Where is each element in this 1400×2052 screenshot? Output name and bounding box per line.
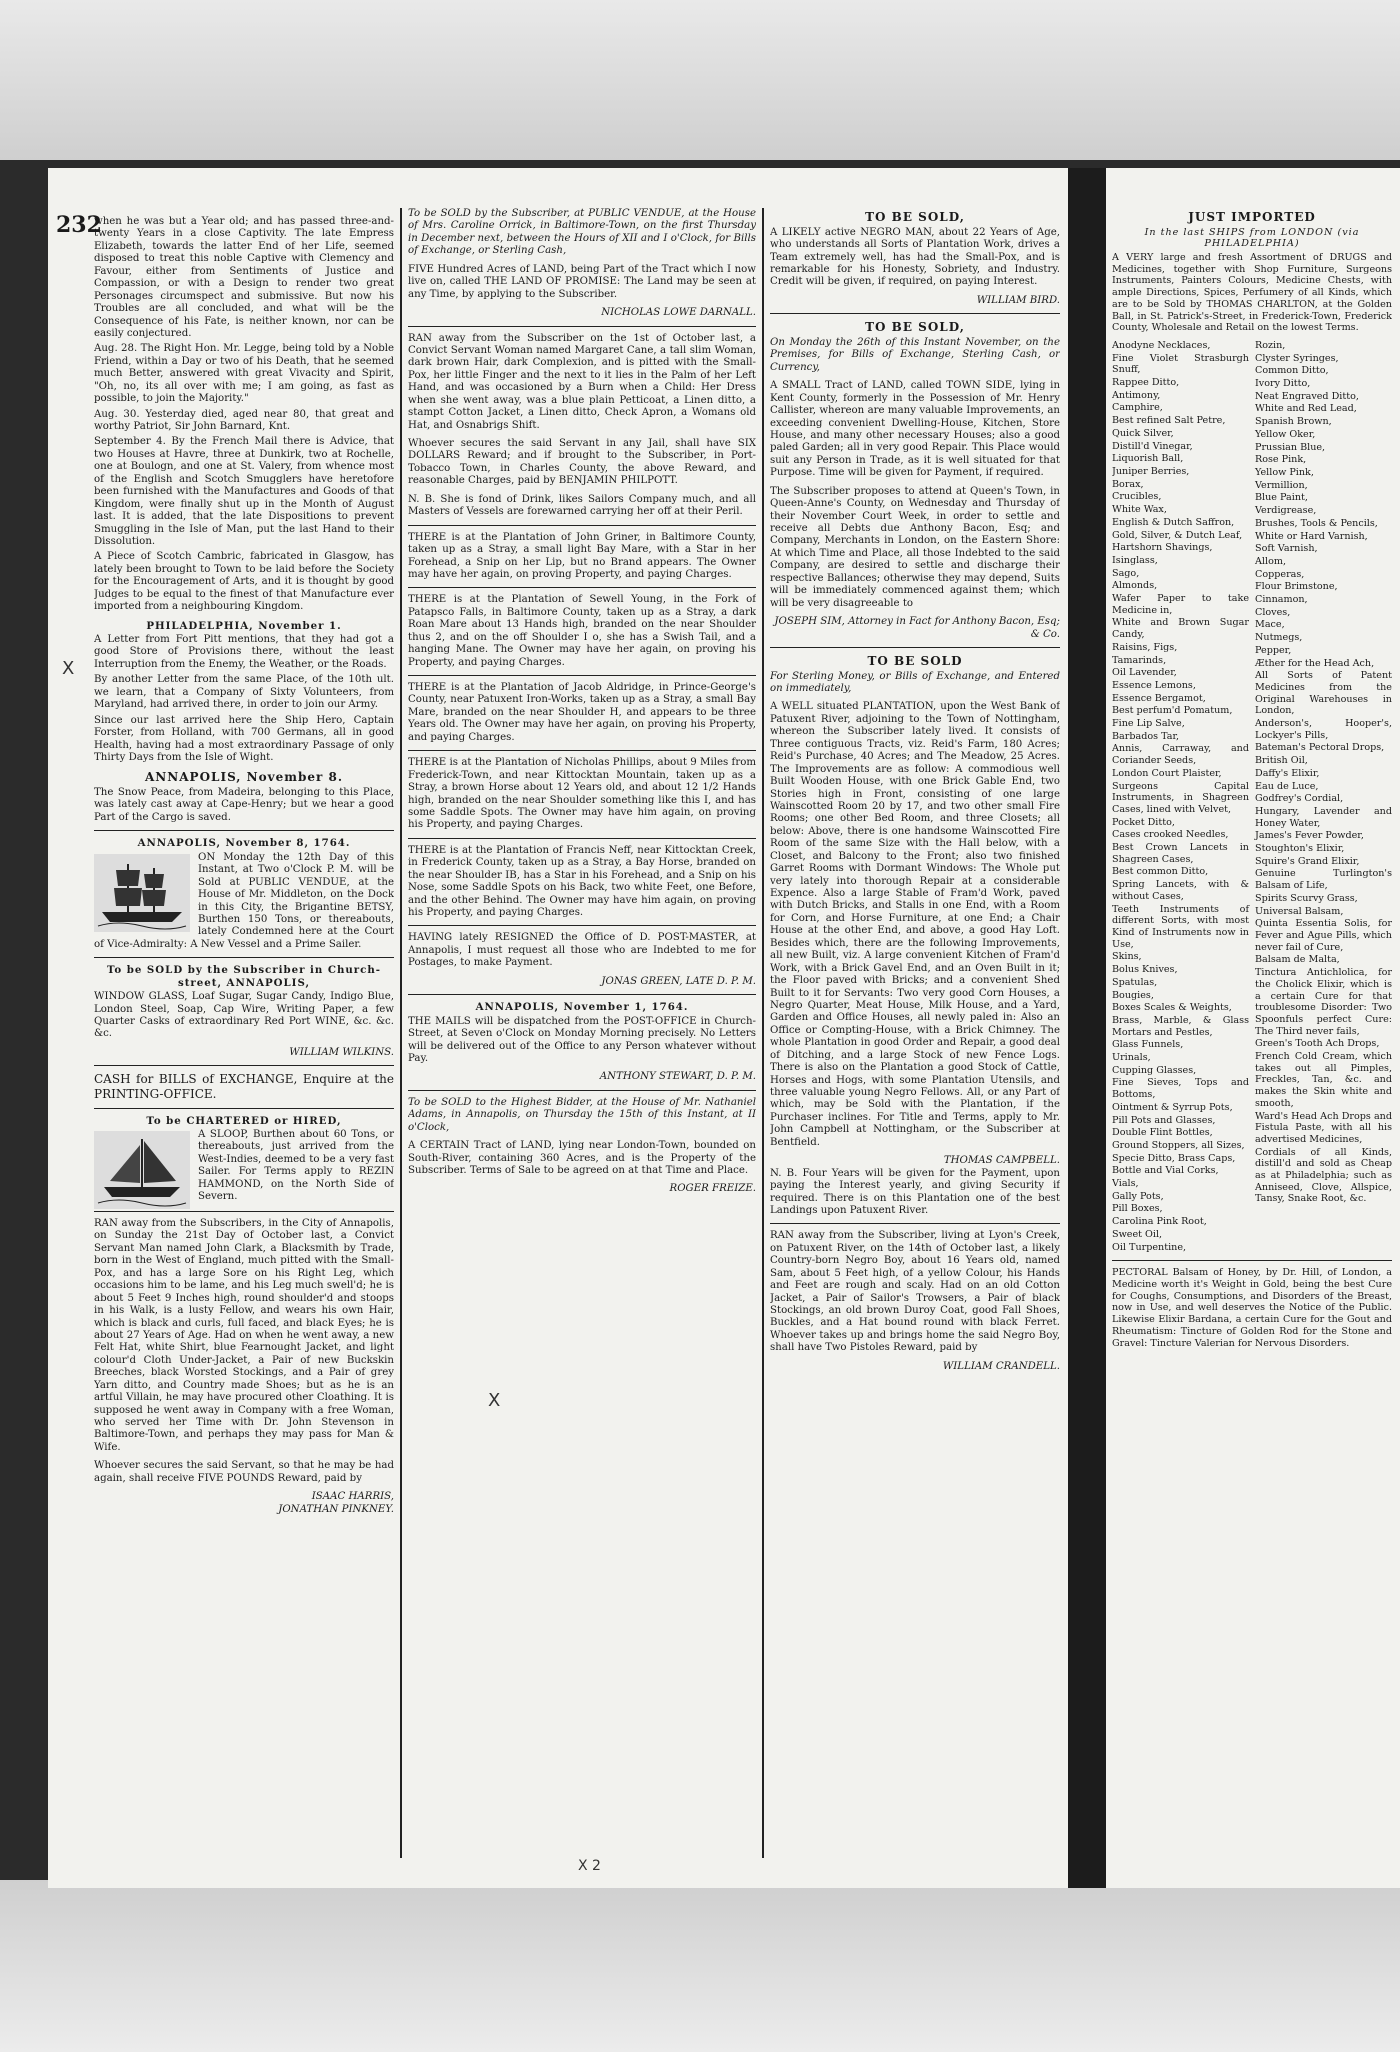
stray-notice: THERE is at the Plantation of Francis Neff, near Kittocktan Creek, in Frederick County, taken up as a Stray, a Bay Horse, branded on the near Shoulder IB, has a Star in his Forehead, and a Snip on his Nose, some Saddle Spots on his Back, two white Feet, one Before, and the other Behind. The Owner may have him again, on proving his Property, and paying Charges. (408, 844, 756, 918)
drug-list-item: Hungary, Lavender and Honey Water, (1255, 805, 1392, 829)
separator-rule (1112, 1260, 1392, 1261)
mails-dateline: ANNAPOLIS, November 1, 1764. (475, 1001, 689, 1014)
drug-list-item: Allom, (1255, 555, 1286, 567)
green-notice-text: HAVING lately RESIGNED the Office of D. POST-MASTER, at Annapolis, I must request all those who are Indebted to me for Postages, to make Payment. (408, 932, 756, 969)
stray-notice: THERE is at the Plantation of Jacob Aldridge, in Prince-George's County, near Patuxent Iron-Works, taken up as a Stray, a small Bay Mare, branded on the near Shoulder H, and appears to be three Years old. The Owner may have her again, on proving his Property, and paying Charges. (408, 682, 756, 743)
news-paragraph: Aug. 28. The Right Hon. Mr. Legge, being told by a Noble Friend, within a Day or two of his Death, that he seemed much Better, answered with great Vivacity and Spirit, "Oh, no, its all over with me; I am going, as fast as possible, to join the Majority." (94, 343, 394, 405)
green-signature: JONAS GREEN, LATE D. P. M. (601, 975, 756, 987)
drug-list-item: Soft Varnish, (1255, 543, 1318, 555)
drug-list-item: Rose Pink, (1255, 454, 1307, 466)
drug-list-item: Balsam de Malta, (1255, 954, 1340, 966)
drug-list-item: Quinta Essentia Solis, for Fever and Ague Pills, which never fail of Cure, (1255, 918, 1392, 953)
separator-rule (408, 925, 756, 926)
scan-background-top (0, 0, 1400, 160)
charlton-heading: JUST IMPORTED (1188, 210, 1316, 224)
pectoral-ad-text: PECTORAL Balsam of Honey, by Dr. Hill, of London, a Medicine worth it's Weight in Gold, being the best Cure for Coughs, Consumptions, and Disorders of the Breast, now in Use, and well deserves the Notice of the Public. Likewise Elixir Bardana, a certain Cure for the Gout and Rheumatism: Tincture of Golden Rod for the Stone and Gravel: Tincture Valerian for Nervous Disorders. (1112, 1267, 1392, 1349)
drug-list-item: Universal Balsam, (1255, 905, 1344, 917)
wilkins-heading: To be SOLD by the Subscriber in Church-street, ANNAPOLIS, (107, 964, 381, 989)
separator-rule (770, 313, 1060, 314)
drug-list-item: Gold, Silver, & Dutch Leaf, (1112, 529, 1243, 541)
drug-list-item: Blue Paint, (1255, 492, 1308, 504)
drug-list-item: Bougies, (1112, 989, 1154, 1001)
drug-list-item: English & Dutch Saffron, (1112, 516, 1235, 528)
drug-list-item: Skins, (1112, 951, 1142, 963)
drug-list-item: All Sorts of Patent Medicines from the Original Warehouses in London, (1255, 670, 1392, 717)
book-gutter (1068, 168, 1106, 1888)
campbell-note: N. B. Four Years will be given for the Payment, upon paying the Interest yearly, and giving Security if required. There is on this Plantation one of the best Landings upon Patuxent River. (770, 1167, 1060, 1216)
separator-rule (408, 750, 756, 751)
annapolis-dateline: ANNAPOLIS, November 8. (144, 770, 343, 785)
drug-list-item: London Court Plaister, (1112, 767, 1222, 779)
drug-list-item: Oil Lavender, (1112, 667, 1177, 679)
drug-list-item: Antimony, (1112, 389, 1161, 401)
drug-list-item: Cases crooked Needles, (1112, 829, 1229, 841)
margin-mark: X 2 (578, 1858, 601, 1874)
drug-list-item: Best perfum'd Pomatum, (1112, 705, 1233, 717)
darnall-signature: NICHOLAS LOWE DARNALL. (601, 307, 756, 319)
charter-heading: To be CHARTERED or HIRED, (146, 1114, 342, 1127)
drug-list (1112, 340, 1392, 1254)
drug-list-item: White Wax, (1112, 504, 1167, 516)
drug-list-item: Oil Turpentine, (1112, 1241, 1187, 1253)
drug-list-item: Wafer Paper to take Medicine in, (1112, 593, 1249, 616)
drug-list-item: Surgeons Capital Instruments, in Shagreen Cases, lined with Velvet, (1112, 780, 1249, 815)
column-4 (1112, 208, 1392, 1868)
cash-ad-text: CASH for BILLS of EXCHANGE, Enquire at the PRINTING-OFFICE. (94, 1072, 394, 1101)
philadelphia-dateline: PHILADELPHIA, November 1. (146, 619, 342, 632)
drug-list-item: James's Fever Powder, (1255, 830, 1364, 842)
drug-list-item: Ward's Head Ach Drops and Fistula Paste, with all his advertised Medicines, (1255, 1110, 1392, 1145)
drug-list-item: Ointment & Syrrup Pots, (1112, 1101, 1233, 1113)
separator-rule (94, 1108, 394, 1109)
drug-list-item: Yellow Pink, (1255, 466, 1314, 478)
drug-list-item: Fine Violet Strasburgh Snuff, (1112, 352, 1249, 376)
drug-list-item: Fine Sieves, Tops and Bottoms, (1112, 1077, 1249, 1101)
drug-list-item: Vermillion, (1255, 479, 1308, 491)
drug-list-item: Rappee Ditto, (1112, 377, 1180, 389)
separator-rule (94, 957, 394, 958)
stray-notice: THERE is at the Plantation of Nicholas Phillips, about 9 Miles from Frederick-Town, and near Kittocktan Mountain, taken up as a Stray, a brown Horse about 12 Years old, and about 12 1/2 Hands high, branded on the near Shoulder something like this I, and has some Saddle Spots. The Owner may have him again, on proving his Property, and paying Charges. (408, 757, 756, 831)
drug-list-item: Tinctura Antichlolica, for the Cholick Elixir, which is a certain Cure for that troublesome Disorder: Two Spoonfuls perfect Cure: The Third never fails, (1255, 967, 1392, 1037)
bird-text: A LIKELY active NEGRO MAN, about 22 Years of Age, who understands all Sorts of Plantation Work, drives a Team extremely well, has had the Small-Pox, and is remarkable for his Honesty, Sobriety, and Industry. Credit will be given, if required, on paying Interest. (770, 226, 1060, 288)
drug-list-item: Isinglass, (1112, 554, 1158, 566)
philpott-runaway-text: RAN away from the Subscriber on the 1st of October last, a Convict Servant Woman named Margaret Cane, a tall slim Woman, dark brown Hair, dark Complexion, and is pitted with the Small-Pox, her little Finger and the next to it lies in the Palm of her Left Hand, and was occasioned by a Burn when a Child: Her Dress when she went away, was a blue plain Petticoat, a Linen ditto, a stampt Cotton Jacket, a Linen ditto, Check Apron, a Womans old Hat, and Osnabrigs Shift. (408, 332, 756, 431)
drug-list-item: Urinals, (1112, 1052, 1151, 1064)
news-paragraph: A Letter from Fort Pitt mentions, that they had got a good Store of Provisions there, without the least Interruption from the Enemy, the Weather, or the Roads. (94, 634, 394, 670)
stray-notice: THERE is at the Plantation of Sewell Young, in the Fork of Patapsco Falls, in Baltimore County, taken up as a Stray, a dark Roan Mare about 13 Hands high, branded on the near Shoulder thus 2, and on the off Shoulder I o, she has a Swish Tail, and a hanging Mane. The Owner may have her again, on proving his Property, and paying Charges. (408, 594, 756, 668)
drug-list-item: Æther for the Head Ach, (1255, 657, 1375, 669)
bird-heading: TO BE SOLD, (865, 210, 965, 224)
drug-list-item: Carolina Pink Root, (1112, 1216, 1207, 1228)
sim-heading: TO BE SOLD, (865, 320, 965, 335)
drug-list-item: Fine Lip Salve, (1112, 718, 1185, 730)
drug-list-item: Cupping Glasses, (1112, 1064, 1197, 1076)
drug-list-item: White or Hard Varnish, (1255, 530, 1368, 542)
drug-list-item: Double Flint Bottles, (1112, 1127, 1213, 1139)
sim-signature: JOSEPH SIM, Attorney in Fact for Anthony Bacon, Esq; & Co. (774, 616, 1060, 640)
drug-list-item: Liquorish Ball, (1112, 453, 1184, 465)
separator-rule (408, 994, 756, 995)
drug-list-item: Spanish Brown, (1255, 416, 1332, 428)
drug-list-item: Brushes, Tools & Pencils, (1255, 517, 1378, 529)
drug-list-item: Boxes Scales & Weights, (1112, 1002, 1232, 1014)
drug-list-item: Stoughton's Elixir, (1255, 843, 1345, 855)
drug-list-item: Brass, Marble, & Glass Mortars and Pestles, (1112, 1014, 1249, 1038)
wilkins-ad-text: WINDOW GLASS, Loaf Sugar, Sugar Candy, Indigo Blue, London Steel, Soap, Cap Wire, Writing Paper, a few Quarter Casks of extraordinary Red Port WINE, &c. &c. &c. (94, 991, 394, 1040)
drug-list-item: Crucibles, (1112, 491, 1162, 503)
drug-list-item: Barbados Tar, (1112, 730, 1180, 742)
drug-list-item: White and Brown Sugar Candy, (1112, 617, 1249, 641)
drug-list-item: Gally Pots, (1112, 1190, 1164, 1202)
column-rule (762, 208, 764, 1858)
separator-rule (770, 647, 1060, 648)
drug-list-item: Essence Bergamot, (1112, 692, 1206, 704)
drug-list-item: Flour Brimstone, (1255, 581, 1338, 593)
drug-list-item: Yellow Oker, (1255, 428, 1316, 440)
mails-text: THE MAILS will be dispatched from the POST-OFFICE in Church-Street, at Seven o'Clock on Monday Morning precisely. No Letters will be delivered out of the Office to any Person whatever without Pay. (408, 1015, 756, 1064)
drug-list-item: Borax, (1112, 478, 1144, 490)
newspaper-page (48, 168, 1400, 1888)
scan-background-bottom (0, 1880, 1400, 2052)
sim-text: A SMALL Tract of LAND, called TOWN SIDE, lying in Kent County, formerly in the Possession of Mr. Henry Callister, whereon are many valuable Improvements, an exceeding convenient Dwelling-House, Kitchen, Store House, and many other necessary Houses; also a good paled Garden; all in very good Repair. This Place would suit any Person in Trade, as it is well situated for that Purpose. Time will be given for Payment, if required. (770, 380, 1060, 479)
drug-list-left (1112, 340, 1249, 1254)
news-paragraph: By another Letter from the same Place, of the 10th ult. we learn, that a Company of Sixty Volunteers, from Maryland, had arrived there, in order to join our Army. (94, 674, 394, 711)
news-paragraph: A Piece of Scotch Cambric, fabricated in Glasgow, has lately been brought to Town to be laid before the Society for the Encouragement of Arts, and it is thought by good Judges to be equal to the finest of that Manufacture ever imported from a neighbouring Kingdom. (94, 551, 394, 613)
separator-rule (408, 587, 756, 588)
drug-list-item: Vials, (1112, 1178, 1139, 1190)
drug-list-item: Bolus Knives, (1112, 964, 1178, 976)
page-number: 232 (56, 212, 102, 238)
drug-list-item: Cordials of all Kinds, distill'd and sold as Cheap as at Philadelphia; such as Anniseed, Clove, Allspice, Tansy, Snake Root, &c. (1255, 1146, 1392, 1205)
drug-list-item: Rozin, (1255, 339, 1286, 351)
brigantine-ad (94, 852, 394, 952)
drug-list-item: Juniper Berries, (1112, 465, 1190, 477)
drug-list-item: Distill'd Vinegar, (1112, 440, 1193, 452)
separator-rule (408, 1090, 756, 1091)
sloop-woodcut-icon (94, 1131, 190, 1209)
drug-list-item: Pepper, (1255, 644, 1292, 656)
separator-rule (408, 525, 756, 526)
brigantine-text: ON Monday the 12th Day of this Instant, at Two o'Clock P. M. will be Sold at PUBLIC VENDUE, at the House of Mr. Middleton, on the Dock in this City, the Brigantine BETSY, Burthen 150 Tons, or thereabouts, lately Condemned here at the Court of Vice-Admiralty: A New Vessel and a Prime Sailer. (94, 851, 394, 950)
stray-notice: THERE is at the Plantation of John Griner, in Baltimore County, taken up as a Stray, a small light Bay Mare, with a Star in her Forehead, a Snip on her Lip, but no Brand appears. The Owner may have her again, on proving Property, and paying Charges. (408, 531, 756, 580)
freize-signature: ROGER FREIZE. (669, 1183, 756, 1195)
drug-list-item: Teeth Instruments of different Sorts, with most Kind of Instruments now in Use, (1112, 903, 1249, 950)
drug-list-item: Anodyne Necklaces, (1112, 339, 1211, 351)
drug-list-item: Clyster Syringes, (1255, 352, 1339, 364)
news-paragraph: when he was but a Year old; and has passed three-and-twenty Years in a close Captivity. The late Empress Elizabeth, towards the latter End of her Life, seemed disposed to treat this noble Captive with Clemency and Favour, either from Sentiments of Justice and Compassion, or with a Design to render two great Personages circumspect and submissive. But now his Troubles are all concluded, and what will be the Consequence of his Fate, is neither known, nor can be easily conjectured. (94, 216, 394, 339)
drug-list-item: Verdigrease, (1255, 505, 1317, 517)
drug-list-item: Glass Funnels, (1112, 1039, 1184, 1051)
drug-list-item: Ground Stoppers, all Sizes, (1112, 1139, 1245, 1151)
charlton-subheading: In the last SHIPS from LONDON (via PHILADELPHIA) (1144, 226, 1360, 250)
margin-mark: X (488, 1390, 501, 1411)
separator-rule (770, 1223, 1060, 1224)
drug-list-item: Squire's Grand Elixir, (1255, 855, 1360, 867)
drug-list-item: Best Crown Lancets in Shagreen Cases, (1112, 842, 1249, 865)
drug-list-item: Almonds, (1112, 580, 1158, 592)
drug-list-item: Mace, (1255, 619, 1285, 631)
drug-list-item: Cinnamon, (1255, 594, 1308, 606)
news-items (94, 216, 394, 614)
drug-list-item: Hartshorn Shavings, (1112, 542, 1213, 554)
charter-ad (94, 1129, 394, 1204)
drug-list-item: Bottle and Vial Corks, (1112, 1165, 1219, 1177)
runaway-reward: Whoever secures the said Servant, so that he may be had again, shall receive FIVE POUNDS Reward, paid by (94, 1460, 394, 1484)
drug-list-item: Sweet Oil, (1112, 1228, 1163, 1240)
drug-list-item: Essence Lemons, (1112, 679, 1196, 691)
column-3 (770, 208, 1060, 1868)
campbell-heading: TO BE SOLD (867, 653, 963, 668)
philpott-reward: Whoever secures the said Servant in any Jail, shall have SIX DOLLARS Reward; and if brought to the Subscriber, in Port-Tobacco Town, in Charles County, the above Reward, and reasonable Charges, paid by BENJAMIN PHILPOTT. (408, 438, 756, 487)
charter-text: A SLOOP, Burthen about 60 Tons, or thereabouts, just arrived from the West-Indies, deemed to be a very fast Sailer. For Terms apply to REZIN HAMMOND, on the North Side of Severn. (198, 1129, 394, 1203)
drug-list-item: Annis, Carraway, and Coriander Seeds, (1112, 743, 1249, 767)
drug-list-item: Camphire, (1112, 402, 1163, 414)
drug-list-item: White and Red Lead, (1255, 403, 1357, 415)
drug-list-item: British Oil, (1255, 755, 1308, 767)
runaway-signature: JONATHAN PINKNEY. (278, 1503, 394, 1515)
sim-text-2: The Subscriber proposes to attend at Queen's Town, in Queen-Anne's County, on Wednesday and Thursday of their November Court Week, in order to settle and receive all Debts due Anthony Bacon, Esq; and Company, Merchants in London, on the Eastern Shore: At which Time and Place, all those Indebted to the said Company, are desired to settle and discharge their respective Ballances; otherwise they may depend, Suits will be immediately commenced against them; which will be very disagreeable to (770, 485, 1060, 609)
separator-rule (94, 830, 394, 831)
sim-subheading: On Monday the 26th of this Instant November, on the Premises, for Bills of Exchange, Sterling Cash, or Currency, (770, 336, 1060, 373)
bird-signature: WILLIAM BIRD. (976, 294, 1060, 306)
annapolis-news: The Snow Peace, from Madeira, belonging to this Place, was lately cast away at Cape-Henry; but we hear a good Part of the Cargo is saved. (94, 787, 394, 823)
drug-list-item: Quick Silver, (1112, 427, 1174, 439)
drug-list-item: Sago, (1112, 567, 1140, 579)
drug-list-item: Pill Boxes, (1112, 1203, 1163, 1215)
campbell-signature: THOMAS CAMPBELL. (943, 1155, 1060, 1167)
mails-signature: ANTHONY STEWART, D. P. M. (599, 1071, 756, 1083)
drug-list-item: Cloves, (1255, 606, 1291, 618)
campbell-subheading: For Sterling Money, or Bills of Exchange, and Entered on immediately, (770, 670, 1060, 694)
drug-list-item: Tamarinds, (1112, 654, 1167, 666)
drug-list-item: Neat Engraved Ditto, (1255, 390, 1359, 402)
drug-list-item: Raisins, Figs, (1112, 641, 1178, 653)
drug-list-right (1255, 340, 1392, 1254)
drug-list-item: Best common Ditto, (1112, 866, 1209, 878)
drug-list-item: Genuine Turlington's Balsam of Life, (1255, 868, 1392, 892)
crandell-signature: WILLIAM CRANDELL. (942, 1360, 1060, 1372)
separator-rule (408, 326, 756, 327)
separator-rule (94, 1211, 394, 1212)
column-2 (408, 208, 756, 1868)
ship-woodcut-icon (94, 854, 190, 932)
drug-list-item: Green's Tooth Ach Drops, (1255, 1038, 1380, 1050)
drug-list-item: Prussian Blue, (1255, 441, 1326, 453)
vendue-dateline: ANNAPOLIS, November 8, 1764. (137, 837, 351, 850)
news-paragraph: Aug. 30. Yesterday died, aged near 80, that great and worthy Patriot, Sir John Barnard, Knt. (94, 408, 394, 432)
wilkins-signature: WILLIAM WILKINS. (289, 1046, 394, 1058)
drug-list-item: Spatulas, (1112, 976, 1158, 988)
drug-list-item: Nutmegs, (1255, 632, 1303, 644)
drug-list-item: Bateman's Pectoral Drops, (1255, 742, 1385, 754)
drug-list-item: French Cold Cream, which takes out all Pimples, Freckles, Tan, &c. and makes the Skin white and smooth, (1255, 1051, 1392, 1109)
darnall-heading: To be SOLD by the Subscriber, at PUBLIC VENDUE, at the House of Mrs. Caroline Orrick, in Baltimore-Town, on the first Thursday in December next, between the Hours of XII and I o'Clock, for Bills of Exchange, or Sterling Cash, (408, 208, 756, 257)
drug-list-item: Anderson's, Hooper's, Lockyer's Pills, (1255, 718, 1392, 741)
drug-list-item: Common Ditto, (1255, 365, 1329, 377)
drug-list-item: Pill Pots and Glasses, (1112, 1114, 1216, 1126)
separator-rule (94, 1065, 394, 1066)
drug-list-item: Eau de Luce, (1255, 780, 1319, 792)
drug-list-item: Specie Ditto, Brass Caps, (1112, 1152, 1236, 1164)
philpott-note: N. B. She is fond of Drink, likes Sailors Company much, and all Masters of Vessels are forewarned carrying her off at their Peril. (408, 493, 756, 518)
drug-list-item: Spirits Scurvy Grass, (1255, 892, 1358, 904)
drug-list-item: Copperas, (1255, 568, 1305, 580)
runaway-signature: ISAAC HARRIS, (311, 1491, 394, 1503)
news-paragraph: September 4. By the French Mail there is Advice, that two Houses at Havre, three at Dunkirk, two at Rochelle, one at Boulogn, and one at St. Valery, from whence most of the English and Scotch Smugglers have heretofore been furnished with the Manufactures and Goods of that Kingdom, were finally shut up in the Month of August last. It is added, that the late Dispositions to prevent Smuggling in the Isle of Man, put the last Hand to their Dissolution. (94, 436, 394, 547)
freize-heading: To be SOLD to the Highest Bidder, at the House of Mr. Nathaniel Adams, in Annapolis, on Thursday the 15th of this Instant, at II o'Clock, (408, 1096, 756, 1133)
column-1 (94, 216, 394, 1876)
column-rule (400, 208, 402, 1858)
crandell-runaway-text: RAN away from the Subscriber, living at Lyon's Creek, on Patuxent River, on the 14th of October last, a likely Country-born Negro Boy, about 16 Years old, named Sam, about 5 Feet high, of a yellow Colour, his Hands and Feet are rough and scaly. Had on an old Cotton Jacket, a Pair of Sailor's Trowsers, a Pair of black Stockings, an old brown Duroy Coat, good Fall Shoes, Buckles, and a Hat bound round with black Ferret. Whoever takes up and brings home the said Negro Boy, shall have Two Pistoles Reward, paid by (770, 1230, 1060, 1354)
drug-list-item: Daffy's Elixir, (1255, 767, 1320, 779)
margin-mark: X (62, 658, 75, 679)
news-paragraph: Since our last arrived here the Ship Hero, Captain Forster, from Holland, with 700 Germans, all in good Health, having had a most extraordinary Passage of only Thirty Days from the Isle of Wight. (94, 714, 394, 763)
philadelphia-news (94, 634, 394, 764)
freize-text: A CERTAIN Tract of LAND, lying near London-Town, bounded on South-River, containing 360 Acres, and is the Property of the Subscriber. Terms of Sale to be agreed on at that Time and Place. (408, 1140, 756, 1176)
darnall-text: FIVE Hundred Acres of LAND, being Part of the Tract which I now live on, called THE LAND OF PROMISE: The Land may be seen at any Time, by applying to the Subscriber. (408, 263, 756, 300)
runaway-ad-text: RAN away from the Subscribers, in the City of Annapolis, on Sunday the 21st Day of October last, a Convict Servant Man named John Clark, a Blacksmith by Trade, born in the West of England, much pitted with the Small-Pox, and has a large Sore on his Right Leg, which occasions him to be lame, and his Leg much swell'd; he is about 5 Feet 9 Inches high, round shoulder'd and stoops in his Walk, is a lusty Fellow, and wears his own Hair, which is black and curls, full faced, and black Eyes; he is about 27 Years of Age. Had on when he went away, a new Felt Hat, white Shirt, blue Fearnought Jacket, and light colour'd Cloth Under-Jacket, a Pair of new Buckskin Breeches, black Worsted Stockings, and a Pair of grey Yarn ditto, and Country made Shoes; but as he is an artful Villain, he may have procured other Cloathing. It is supposed he went away in Company with a free Woman, who served her Time with Dr. John Stevenson in Baltimore-Town, and perhaps they may pass for Man & Wife. (94, 1218, 394, 1453)
drug-list-item: Godfrey's Cordial, (1255, 793, 1344, 805)
campbell-text: A WELL situated PLANTATION, upon the West Bank of Patuxent River, adjoining to the Town of Nottingham, whereon the Subscriber lately lived. It consists of Three contiguous Tracts, viz. Reid's Farm, 180 Acres; Reid's Purchase, 40 Acres; and The Meadow, 25 Acres. The Improvements are as follow: A commodious well Built Wooden House, with one Brick Gable End, two Stories high in Front, consisting of one large Wainscotted Room 20 by 17, and two other small Fire Rooms; one other Bed Room, and three Closets; all below: Above, there is one handsome Wainscotted Fire Room of the same Size with the Hall below, with a Closet, and Balcony to the Front; also two finished Garret Rooms with Dormant Windows: The Whole put very lately into thorough Repair at a considerable Expence. Also a large Stable of Fram'd Work, paved with Dutch Bricks, and Stalls in one End, with a Room for Corn, and Horse Furniture, at one End; a Chair House at the other End, and above, a good Hay Loft. Besides which, there are the following Improvements, all new Built, viz. A large convenient Kitchen of Fram'd Work, with a Brick Gavel End, and an Oven Built in it; the Floor paved with Bricks; and a convenient Shed Built to it for Servants: Two very good Corn Houses, a Negro Quarter, Meat House, Milk House, and a Yard, Garden and Office Houses, all newly paled in: Also an Office or Compting-House, with a Brick Chimney. The whole Plantation in good Order and Repair, a good deal of Ditching, and a large Stock of new Fence Logs. There is also on the Plantation a good Stock of Cattle, Horses and Hogs, with some Plantation Utensils, and three valuable young Negro Fellows. All, or any Part of which, may be Sold with the Plantation, if the Purchaser inclines. For Title and Terms, apply to Mr. John Campbell at Nottingham, or the Subscriber at Bentfield. (770, 701, 1060, 1148)
drug-list-item: Pocket Ditto, (1112, 816, 1175, 828)
drug-list-item: Ivory Ditto, (1255, 378, 1311, 390)
drug-list-item: Best refined Salt Petre, (1112, 415, 1226, 427)
separator-rule (408, 675, 756, 676)
charlton-intro: A VERY large and fresh Assortment of DRUGS and Medicines, together with Shop Furniture, Surgeons Instruments, Painters Colours, Medicine Chests, with ample Directions, Spices, Perfumery of all Kinds, which are to be Sold by THOMAS CHARLTON, at the Golden Ball, in St. Patrick's-Street, in Frederick-Town, Frederick County, Wholesale and Retail on the lowest Terms. (1112, 252, 1392, 334)
drug-list-item: Spring Lancets, with & without Cases, (1112, 879, 1249, 902)
separator-rule (408, 838, 756, 839)
